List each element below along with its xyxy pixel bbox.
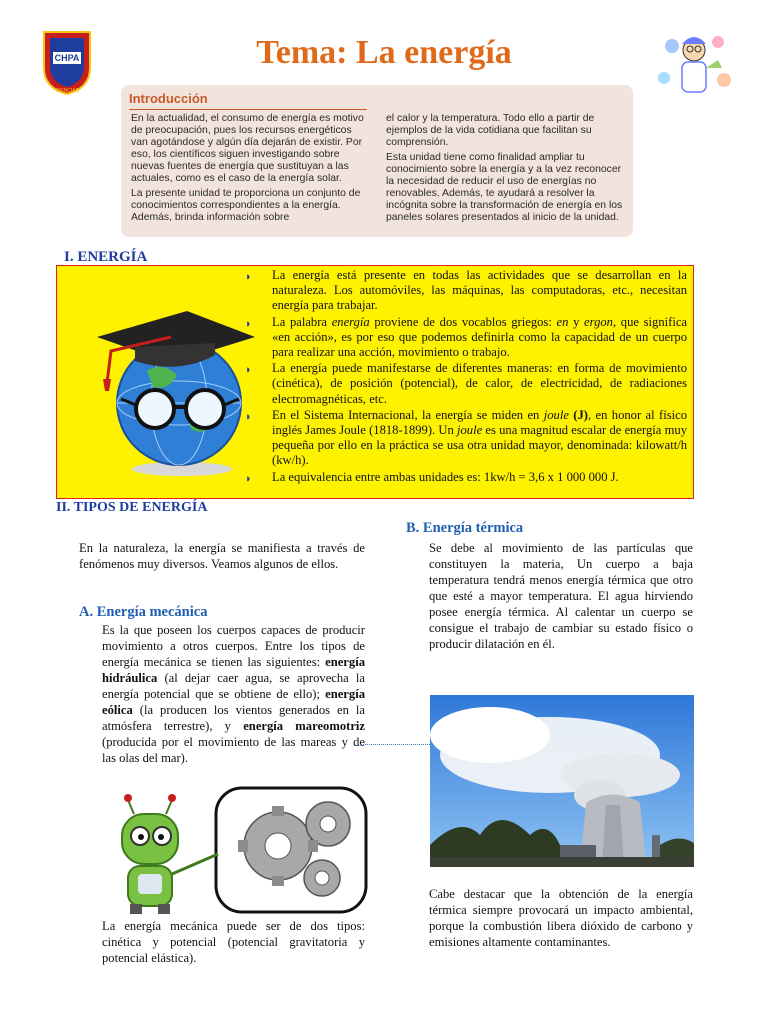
intro-column-2 bbox=[386, 113, 626, 227]
intro-heading: Introducción bbox=[129, 91, 208, 106]
text-run: En el Sistema Internacional, la energía se miden en bbox=[272, 407, 544, 422]
text-run: (producida por el movimiento de las mareas y de las olas del mar). bbox=[102, 735, 365, 765]
text-strong: energía eólica bbox=[102, 687, 365, 717]
text-run: , en honor al físico inglés James Joule (1818-1899). Un bbox=[272, 407, 688, 438]
text-emphasis: energía bbox=[331, 314, 370, 329]
bullet-icon: ◗ bbox=[245, 472, 252, 485]
text-run: (la producen los vientos generados en la atmósfera terrestre), y bbox=[102, 703, 365, 733]
mechanical-types-paragraph: La energía mecánica puede ser de dos tipos: cinética y potencial (potencial gravitatoria y potencial elástica). bbox=[102, 919, 365, 965]
intro-column-1 bbox=[131, 113, 371, 227]
intro-paragraph: el calor y la temperatura. Todo ello a partir de ejemplos de la vida cotidiana que facilitan su comprensión. bbox=[386, 113, 595, 148]
list-item bbox=[245, 408, 687, 469]
bullet-text: La energía está presente en todas las actividades que se desarrollan en la naturaleza. Los automóviles, las máquinas, las computadoras, etc., necesitan energía para trabajar. bbox=[272, 268, 687, 313]
section-energy-heading: I. ENERGÍA bbox=[64, 249, 148, 265]
text-emphasis: ergon bbox=[584, 314, 613, 329]
section-types-heading: II. TIPOS DE ENERGÍA bbox=[56, 500, 208, 515]
text-run: Es la que poseen los cuerpos capaces de producir movimiento a otros cuerpos. Entre los tipos de energía mecánica se tienen las siguientes: bbox=[102, 623, 365, 669]
mechanical-energy-paragraph bbox=[102, 622, 365, 766]
thermal-energy-paragraph: Se debe al movimiento de las partículas que constituyen la materia, Un cuerpo a baja temperatura tendrá menos energía térmica que otro que esté a mayor temperatura. El agua hirviendo posee energía térmica. Al calentar un cuerpo se consigue el trabajo de cambiar su estado físico o producir dilatación en él. bbox=[429, 541, 693, 651]
text-emphasis: en bbox=[556, 314, 569, 329]
text-emphasis: joule bbox=[457, 423, 483, 438]
intro-paragraph: La presente unidad te proporciona un conjunto de conocimientos correspondientes a la energía. Además, brinda información sobre bbox=[131, 188, 361, 223]
power-plant-photo bbox=[430, 695, 694, 867]
types-intro-paragraph: En la naturaleza, la energía se manifiesta a través de fenómenos muy diversos. Veamos algunos de ellos. bbox=[79, 541, 365, 571]
energy-bullet-list bbox=[245, 268, 687, 486]
text-emphasis: joule bbox=[543, 407, 569, 422]
text-run: y bbox=[568, 314, 585, 329]
scientist-illustration bbox=[652, 28, 736, 102]
bullet-text bbox=[272, 408, 687, 469]
logo-text: CIENCIAS bbox=[55, 88, 79, 94]
dotted-connector bbox=[360, 744, 430, 745]
list-item bbox=[245, 470, 687, 485]
intro-paragraph: En la actualidad, el consumo de energía es motivo de preocupación, pues los recursos energéticos van agotándose y algún día dejarán de existir. Por eso, los científicos siguen investigando sobre nuevas fuentes de energía que sustituyan a las actuales, como es el caso de la energía solar. bbox=[131, 113, 364, 184]
text-run: es una magnitud escalar de energía muy pequeña por ello en la práctica se usa otra unidad mayor, denominada: kilowatt/h (kw/h). bbox=[272, 423, 687, 468]
intro-paragraph: Esta unidad tiene como finalidad ampliar tu conocimiento sobre la energía y a la vez reconocer la necesidad de reducir el uso de energías no renovables. Además, te ayudará a resolver la incógnita sobre la transformación de energía en los paneles solares presentados al inicio de la unidad. bbox=[386, 152, 623, 223]
bullet-text: La equivalencia entre ambas unidades es: 1kw/h = 3,6 x 1 000 000 J. bbox=[272, 469, 619, 484]
bullet-icon: ◗ bbox=[245, 271, 252, 283]
text-run: (al dejar caer agua, se aprovecha la energía potencial que se obtiene de ello); bbox=[102, 671, 365, 701]
text-strong: (J) bbox=[568, 407, 588, 422]
text-run: proviene de dos vocablos griegos: bbox=[369, 314, 557, 329]
text-strong: energía mareomotriz bbox=[243, 719, 366, 733]
svg-text:CHPA: CHPA bbox=[54, 53, 80, 63]
list-item bbox=[245, 361, 687, 407]
bullet-text bbox=[272, 315, 687, 361]
bullet-icon: ◗ bbox=[245, 317, 252, 330]
intro-divider bbox=[129, 109, 367, 110]
text-run: , que significa «en acción», es por eso que podemos definirla como la capacidad de un cuerpo para realizar una acción, movimiento o trabajo. bbox=[272, 314, 688, 360]
energy-box bbox=[56, 265, 694, 499]
thermal-impact-note: Cabe destacar que la obtención de la energía térmica siempre provocará un impacto ambiental, porque la combustión libera dióxido de carbono y emisiones altamente contaminantes. bbox=[429, 887, 693, 949]
list-item bbox=[245, 268, 687, 314]
mechanical-energy-heading: A. Energía mecánica bbox=[79, 604, 208, 620]
text-run: La palabra bbox=[272, 314, 332, 329]
robot-gears-illustration bbox=[108, 784, 368, 918]
introduction-box bbox=[121, 85, 633, 237]
page-title: Tema: La energía bbox=[256, 34, 512, 71]
thermal-energy-heading: B. Energía térmica bbox=[406, 520, 524, 536]
bullet-icon: ◗ bbox=[245, 410, 252, 423]
text-strong: energía hidráulica bbox=[102, 655, 365, 685]
list-item bbox=[245, 315, 687, 361]
bullet-icon: ◗ bbox=[245, 364, 252, 377]
bullet-text: La energía puede manifestarse de diferentes maneras: en forma de movimiento (cinética), de posición (potencial), de calor, de electricidad, de radiaciones electromagnéticas, etc. bbox=[272, 361, 687, 406]
